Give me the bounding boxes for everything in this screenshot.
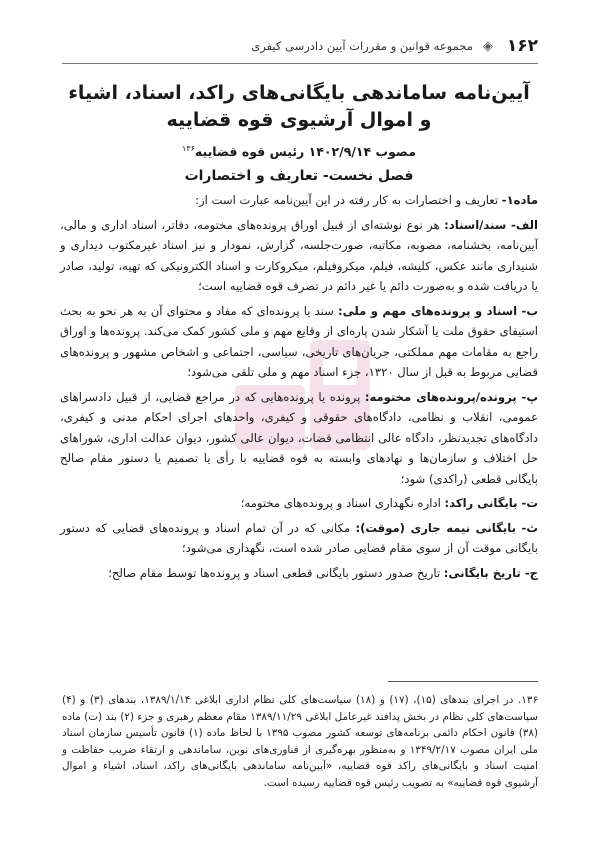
footnote-reference: ۱۳۶ (182, 144, 195, 153)
definition-text: سند یا پرونده‌ای که مفاد و محتوای آن به هر نحو به بحث استیفای حقوق ملت یا آشکار شدن پاره‌ای از وقایع مهم و ملی کشور کمک می‌کند. پرونده‌ها و اوراق راجع به مقامات مهم مملکتی، جریان‌های تاریخی، سیاسی، اجتماعی و اشخاص مشهور و پرونده‌های قضایی مربوط به قبل از سال ۱۳۲۰، جزء اسناد مهم و ملی تلقی می‌شود؛ (60, 303, 538, 380)
definition-text: مکانی که در آن تمام اسناد و پرونده‌های قضایی که دستور بایگانی موقت آن از سوی مقام قضایی صادر شده است، نگهداری می‌شود؛ (60, 520, 538, 556)
definition-term: ب- اسناد و پرونده‌های مهم و ملی: (338, 303, 538, 318)
footnote (62, 692, 538, 791)
definition-term: ت- بایگانی راکد: (444, 496, 538, 511)
definition-item (60, 387, 538, 490)
article-text: تعاریف و اختصارات به کار رفته در این آیین‌نامه عبارت است از: (195, 193, 502, 208)
approval-line (60, 144, 538, 159)
page-content (60, 80, 538, 585)
definition-text: تاریخ صدور دستور بایگانی قطعی اسناد و پرونده‌ها توسط مقام صالح؛ (108, 565, 444, 580)
article-1 (60, 190, 538, 211)
article-label: ماده۱- (501, 193, 538, 208)
approval-text: مصوب ۱۴۰۲/۹/۱۴ رئیس قوه قضاییه (194, 144, 416, 160)
book-title: مجموعه قوانین و مقررات آیین دادرسی کیفری (251, 39, 473, 53)
definition-text: هر نوع نوشته‌ای از قبیل اوراق پرونده‌های مختومه، دفاتر، اسناد اداری و مالی، آیین‌نامه، بخشنامه، مصوبه، مکاتبه، صورت‌جلسه، گزارش، نمودار و نیز اسناد غیرمکتوب دیداری و شنیداری مانند عکس، کلیشه، فیلم، میکروفیلم، میکروکارت و اسناد الکترونیکی که تهیه، تولید، صادر یا دریافت شده و به‌صورت دائم یا غیر دائم در تصرف قوه قضاییه است؛ (60, 217, 538, 294)
header-divider (62, 63, 538, 64)
footnote-divider (388, 681, 538, 682)
definition-term: ج- تاریخ بایگانی: (443, 565, 538, 580)
definition-term: الف- سند/اسناد: (444, 217, 538, 232)
running-head (62, 34, 538, 58)
page-number: ۱۶۲ (506, 36, 538, 56)
document-title: آیین‌نامه ساماندهی بایگانی‌های راکد، اسناد، اشیاء و اموال آرشیوی قوه قضاییه (68, 82, 530, 131)
definition-item (60, 301, 538, 383)
definition-item (60, 493, 538, 514)
footnote-text: در اجرای بندهای (۱۵)، (۱۷) و (۱۸) سیاست‌های کلی نظام اداری ابلاغی ۱۳۸۹/۱/۱۴، بندهای (۳) و (۴) سیاست‌های کلی نظام در بخش پدافند غیرعامل ابلاغی ۱۳۸۹/۱۱/۲۹ مقام معظم رهبری و جزء (۲) بند (ت) ماده (۳۸) قانون احکام دائمی برنامه‌های توسعه کشور مصوب ۱۳۹۵ با لحاظ ماده (۱) قانون تأسیس سازمان اسناد ملی ایران مصوب ۱۳۴۹/۲/۱۷ و به‌منظور بهره‌گیری از فناوری‌های نوین، ساماندهی و ارتقاء ضریب حفاظت و امنیت اسناد و بایگانی‌های راکد قوه قضاییه، «آیین‌نامه ساماندهی بایگانی‌های راکد، اسناد، اشیاء و اموال آرشیوی قوه قضاییه» به تصویب رئیس قوه قضاییه رسیده است. (62, 694, 539, 789)
definition-term: پ- پرونده/پرونده‌های مختومه: (364, 389, 538, 404)
chapter-heading: فصل نخست- تعاریف و اختصارات (184, 168, 414, 185)
definition-item (60, 518, 538, 559)
definition-item (60, 215, 538, 297)
definition-item (60, 563, 538, 584)
definition-text: پرونده یا پرونده‌هایی که در مراجع قضایی، از قبیل دادسراهای عمومی، انقلاب و نظامی، دادگاه‌های حقوقی و کیفری، واحدهای اجرای احکام مدنی و کیفری، دادگاه‌های تجدیدنظر، دادگاه عالی انتظامی قضات، دیوان عالی کشور، دیوان عدالت اداری، شوراهای حل اختلاف و سازمان‌ها و نهادهای وابسته به قوه قضاییه با رأی یا تصمیم یا دستور مقام صالح بایگانی قطعی (راکدی) شود؛ (60, 389, 538, 486)
definition-term: ث- بایگانی نیمه جاری (موقت): (355, 520, 538, 535)
definition-text: اداره نگهداری اسناد و پرونده‌های مختومه؛ (240, 496, 445, 511)
diamond-ornament-icon: ◈ (482, 38, 493, 54)
footnote-number: ۱۳۶. (517, 694, 539, 706)
